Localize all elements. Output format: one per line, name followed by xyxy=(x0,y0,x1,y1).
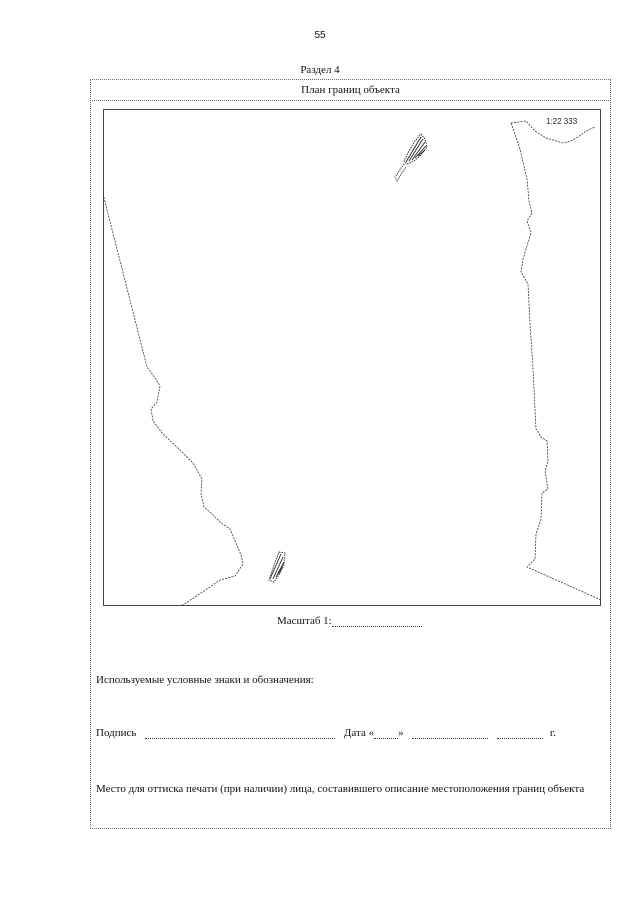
scale-blank xyxy=(332,614,422,627)
signature-row xyxy=(96,726,556,739)
date-year-blank xyxy=(497,726,543,739)
signature-blank xyxy=(145,726,335,739)
right-boundary-line xyxy=(511,121,601,600)
page-number: 55 xyxy=(314,30,326,41)
date-close-quote: » xyxy=(398,727,404,739)
date-day-blank xyxy=(374,726,398,739)
map-scale-stamp: 1:22 333 xyxy=(546,117,578,126)
parcel-south xyxy=(269,552,285,582)
date-label: Дата « xyxy=(343,727,375,739)
scale-label: Масштаб 1: xyxy=(277,615,332,627)
section-title: Раздел 4 xyxy=(300,64,340,76)
year-suffix: г. xyxy=(549,727,556,739)
legend-label: Используемые условные знаки и обозначения: xyxy=(96,674,314,686)
date-month-blank xyxy=(412,726,488,739)
signature-label: Подпись xyxy=(96,727,137,739)
stamp-place-text: Место для оттиска печати (при наличии) лица, составившего описание местоположения границ объекта xyxy=(96,783,585,795)
parcel-north xyxy=(395,134,427,181)
plan-header: План границ объекта xyxy=(90,79,611,101)
scale-line xyxy=(277,614,422,627)
left-boundary-line xyxy=(103,194,243,606)
boundary-map xyxy=(103,109,601,606)
